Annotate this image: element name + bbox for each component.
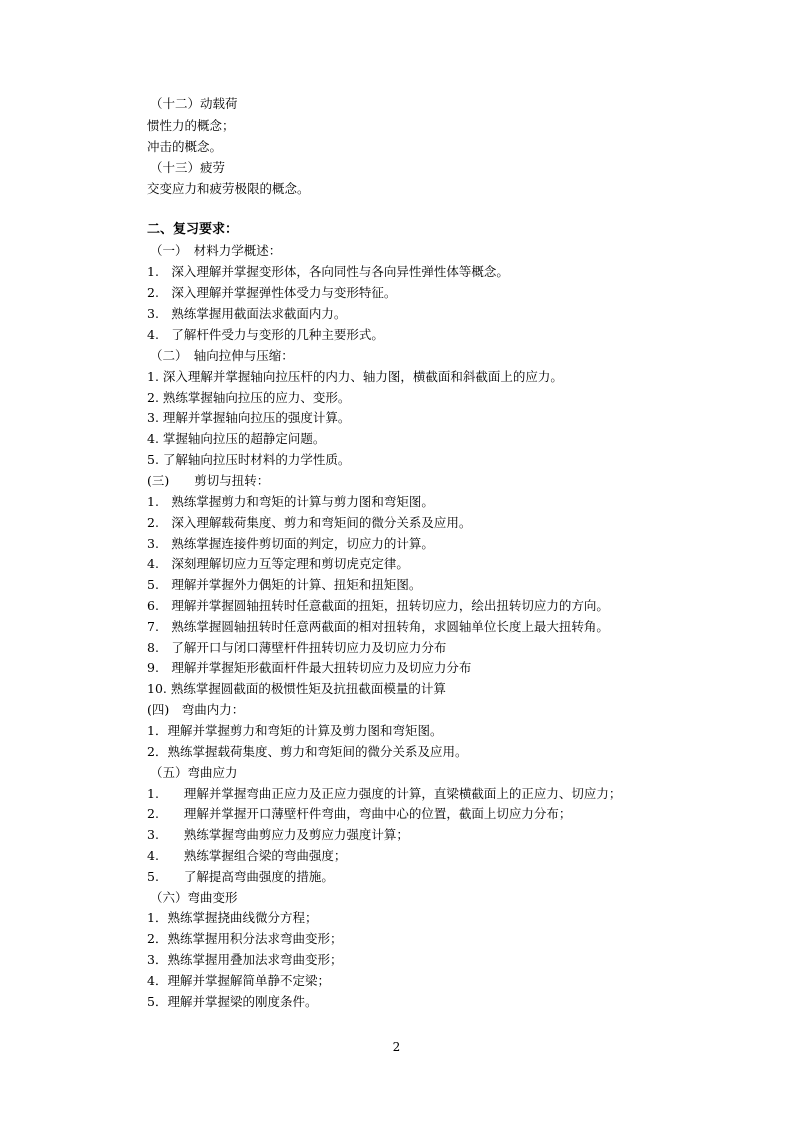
review-heading: 二、复习要求： <box>147 222 239 237</box>
list-item: 3. 熟练掌握用截面法求截面内力。 <box>147 306 347 321</box>
list-item: 5. 了解提高弯曲强度的措施。 <box>147 869 334 884</box>
list-item: 1．理解并掌握剪力和弯矩的计算及剪力图和弯矩图。 <box>147 723 443 738</box>
list-item: 2. 熟练掌握轴向拉压的应力、变形。 <box>147 390 351 405</box>
list-item: 3. 熟练掌握弯曲剪应力及剪应力强度计算； <box>147 827 409 842</box>
list-item: 9. 理解并掌握矩形截面杆件最大扭转切应力及切应力分布 <box>147 660 472 675</box>
list-item: 4. 深刻理解切应力互等定理和剪切虎克定律。 <box>147 556 409 571</box>
list-item: 2．熟练掌握载荷集度、剪力和弯矩间的微分关系及应用。 <box>147 744 468 759</box>
section-title: （十三）疲劳 <box>150 160 226 175</box>
list-item: 1．熟练掌握挠曲线微分方程； <box>147 910 318 925</box>
list-item: 1. 深入理解并掌握轴向拉压杆的内力、轴力图，横截面和斜截面上的应力。 <box>147 369 563 384</box>
list-item: 4．理解并掌握解简单静不定梁； <box>147 973 330 988</box>
list-item: 7. 熟练掌握圆轴扭转时任意两截面的相对扭转角，求圆轴单位长度上最大扭转角。 <box>147 619 609 634</box>
list-item: 3．熟练掌握用叠加法求弯曲变形； <box>147 952 343 967</box>
section-title: （二） 轴向拉伸与压缩： <box>150 348 294 363</box>
list-item: 交变应力和疲劳极限的概念。 <box>147 181 310 196</box>
section-title: （六）弯曲变形 <box>150 890 238 905</box>
list-item: 冲击的概念。 <box>147 139 223 154</box>
list-item: 3. 熟练掌握连接件剪切面的判定，切应力的计算。 <box>147 536 434 551</box>
list-item: 3. 理解并掌握轴向拉压的强度计算。 <box>147 410 351 425</box>
list-item: 2. 理解并掌握开口薄壁杆件弯曲，弯曲中心的位置，截面上切应力分布； <box>147 806 572 821</box>
list-item: 4. 了解杆件受力与变形的几种主要形式。 <box>147 327 384 342</box>
list-item: 5．理解并掌握梁的刚度条件。 <box>147 994 318 1009</box>
section-title: （五）弯曲应力 <box>150 765 238 780</box>
list-item: 2．熟练掌握用积分法求弯曲变形； <box>147 931 343 946</box>
section-title: (三) 剪切与扭转： <box>147 473 270 488</box>
list-item: 1. 熟练掌握剪力和弯矩的计算与剪力图和弯矩图。 <box>147 494 434 509</box>
section-title: （一） 材料力学概述： <box>150 243 282 258</box>
list-item: 2. 深入理解并掌握弹性体受力与变形特征。 <box>147 285 397 300</box>
list-item: 10. 熟练掌握圆截面的极惯性矩及抗扭截面模量的计算 <box>147 681 446 696</box>
list-item: 1. 理解并掌握弯曲正应力及正应力强度的计算，直梁横截面上的正应力、切应力； <box>147 786 622 801</box>
list-item: 4. 熟练掌握组合梁的弯曲强度； <box>147 848 347 863</box>
list-item: 惯性力的概念； <box>147 118 235 133</box>
list-item: 4. 掌握轴向拉压的超静定问题。 <box>147 431 326 446</box>
list-item: 5. 理解并掌握外力偶矩的计算、扭矩和扭矩图。 <box>147 577 422 592</box>
list-item: 1. 深入理解并掌握变形体，各向同性与各向异性弹性体等概念。 <box>147 264 509 279</box>
section-title: （十二）动载荷 <box>150 96 238 111</box>
list-item: 6. 理解并掌握圆轴扭转时任意截面的扭矩，扭转切应力，绘出扭转切应力的方向。 <box>147 598 609 613</box>
list-item: 5. 了解轴向拉压时材料的力学性质。 <box>147 452 351 467</box>
list-item: 8. 了解开口与闭口薄壁杆件扭转切应力及切应力分布 <box>147 640 447 655</box>
list-item: 2. 深入理解载荷集度、剪力和弯矩间的微分关系及应用。 <box>147 515 472 530</box>
page-number: 2 <box>392 1040 401 1054</box>
section-title: (四) 弯曲内力： <box>147 702 245 717</box>
